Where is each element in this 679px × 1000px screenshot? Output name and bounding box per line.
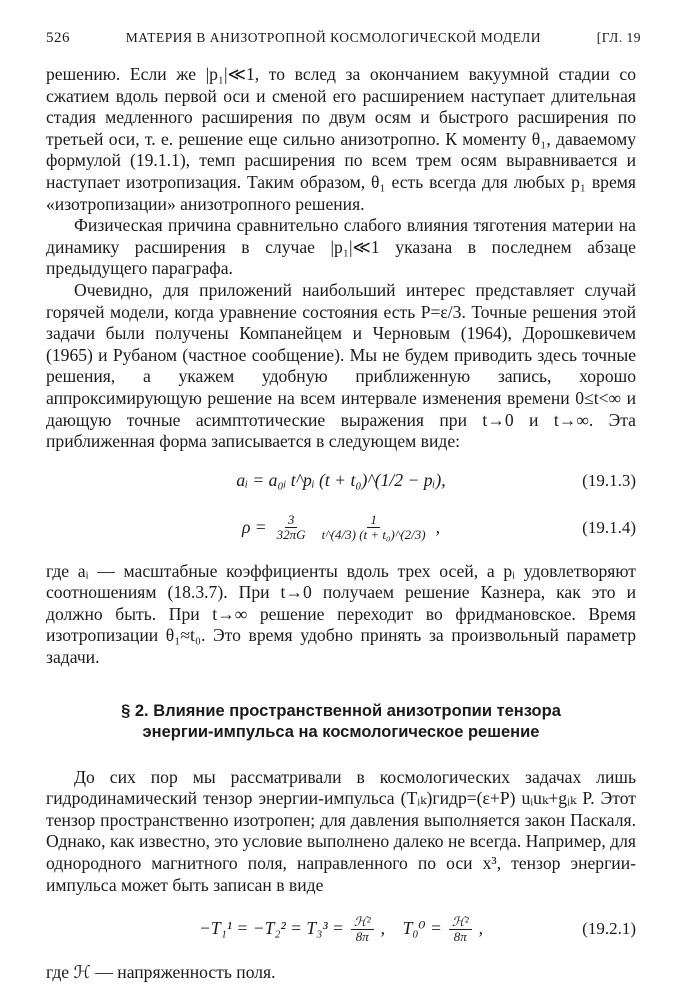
- fraction-denominator: t^(4/3) (t + t₀)^(2/3): [321, 527, 426, 543]
- equation-tail: ,: [435, 516, 441, 537]
- equation-number: (19.1.3): [582, 470, 636, 490]
- paragraph-continuation: решению. Если же |p₁|≪1, то вслед за окончанием вакуумной стадии со сжатием вдоль первой оси и сменой его расширением наступает длительная стадия медленного расширения по двум осям и быстрого расширения по третьей оси, т. е. решение еще сильно анизотропно. К моменту θ₁, даваемому формулой (19.1.1), темп расширения по всем трем осям выравнивается и наступает изотропизация. Таким образом, θ₁ есть всегда для любых p₁ время «изотропизации» анизотропного решения.: [46, 64, 636, 214]
- fraction-numerator: 3: [285, 513, 298, 528]
- fraction-numerator: ℋ²: [449, 915, 472, 930]
- paragraph-final: где ℋ — напряженность поля.: [46, 962, 276, 983]
- fraction-numerator: 1: [367, 513, 380, 528]
- equation-expression: [242, 513, 440, 542]
- fraction-field-energy: [449, 915, 472, 944]
- fraction-numerator: ℋ²: [351, 915, 374, 930]
- equation-19-1-3: [46, 459, 636, 503]
- chapter-label: [ГЛ. 19: [596, 30, 641, 45]
- section-heading-line: § 2. Влияние пространственной анизотропии тензора: [121, 701, 561, 720]
- page-body: [46, 64, 636, 984]
- equation-tail: ,: [478, 918, 483, 939]
- running-header: [46, 30, 641, 47]
- fraction-denominator: 32πG: [276, 527, 306, 543]
- equation-lhs: ρ =: [241, 516, 267, 537]
- equation-number: (19.2.1): [582, 919, 636, 939]
- paragraph-after-equations: где aᵢ — масштабные коэффициенты вдоль трех осей, а pᵢ удовлетворяют соотношениям (18.3.7). При t→0 получаем решение Казнера, как это и должно быть. При t→∞ решение переходит во фридмановское. Время изотропизации θ₁≈t₀. Это время удобно принять за произвольный параметр задачи.: [46, 560, 636, 668]
- paragraph-section-intro: До сих пор мы рассматривали в космологических задачах лишь гидродинамический тензор энергии-импульса (Tᵢₖ)гидр=(ε+P) uᵢuₖ+gᵢₖ P. Этот тензор пространственно изотропен; для давления выполняется закон Паскаля. Однако, как известно, это условие выполнено далеко не всегда. Например, для однородного магнитного поля, направленного по оси x³, тензор энергии-импульса может быть записан в виде: [46, 766, 636, 895]
- fraction-denominator: 8π: [453, 928, 467, 944]
- fraction-field-energy: [351, 915, 374, 944]
- fraction-constant: [274, 513, 309, 542]
- equation-expression: aᵢ = a₀ᵢ t^pᵢ (t + t₀)^(1/2 − pᵢ),: [236, 469, 446, 490]
- equation-number: (19.1.4): [582, 517, 636, 537]
- equation-19-1-4: [46, 503, 636, 553]
- equation-left: −T₁¹ = −T₂² = T₃³ =: [198, 918, 344, 939]
- section-heading-line: энергии-импульса на космологическое решение: [142, 722, 540, 741]
- paragraph-hot-model: Очевидно, для приложений наибольший интерес представляет случай горячей модели, когда уравнение состояния есть P=ε/3. Точные решения этой задачи были получены Компанейцем и Черновым (1964), Дорошкевичем (1965) и Рубаном (частное сообщение). Мы не будем приводить здесь точные решения, а укажем удобную приближенную запись, хорошо аппроксимирующую решение на всем интервале изменения времени 0≤t<∞ и дающую точные асимптотические выражения при t→0 и t→∞. Эта приближенная форма записывается в следующем виде:: [46, 279, 636, 452]
- page-number: 526: [46, 30, 70, 46]
- equation-19-2-1: [46, 902, 636, 956]
- equation-middle: , T₀⁰ =: [380, 918, 442, 939]
- equation-expression: [199, 915, 483, 944]
- fraction-denominator: 8π: [355, 928, 369, 944]
- paragraph-physical-reason: Физическая причина сравнительно слабого влияния тяготения материи на динамику расширения в случае |p₁|≪1 указана в последнем абзаце предыдущего параграфа.: [46, 215, 636, 279]
- fraction-time: [319, 513, 429, 542]
- section-heading: [46, 701, 636, 743]
- running-title: МАТЕРИЯ В АНИЗОТРОПНОЙ КОСМОЛОГИЧЕСКОЙ МОДЕЛИ: [125, 30, 542, 45]
